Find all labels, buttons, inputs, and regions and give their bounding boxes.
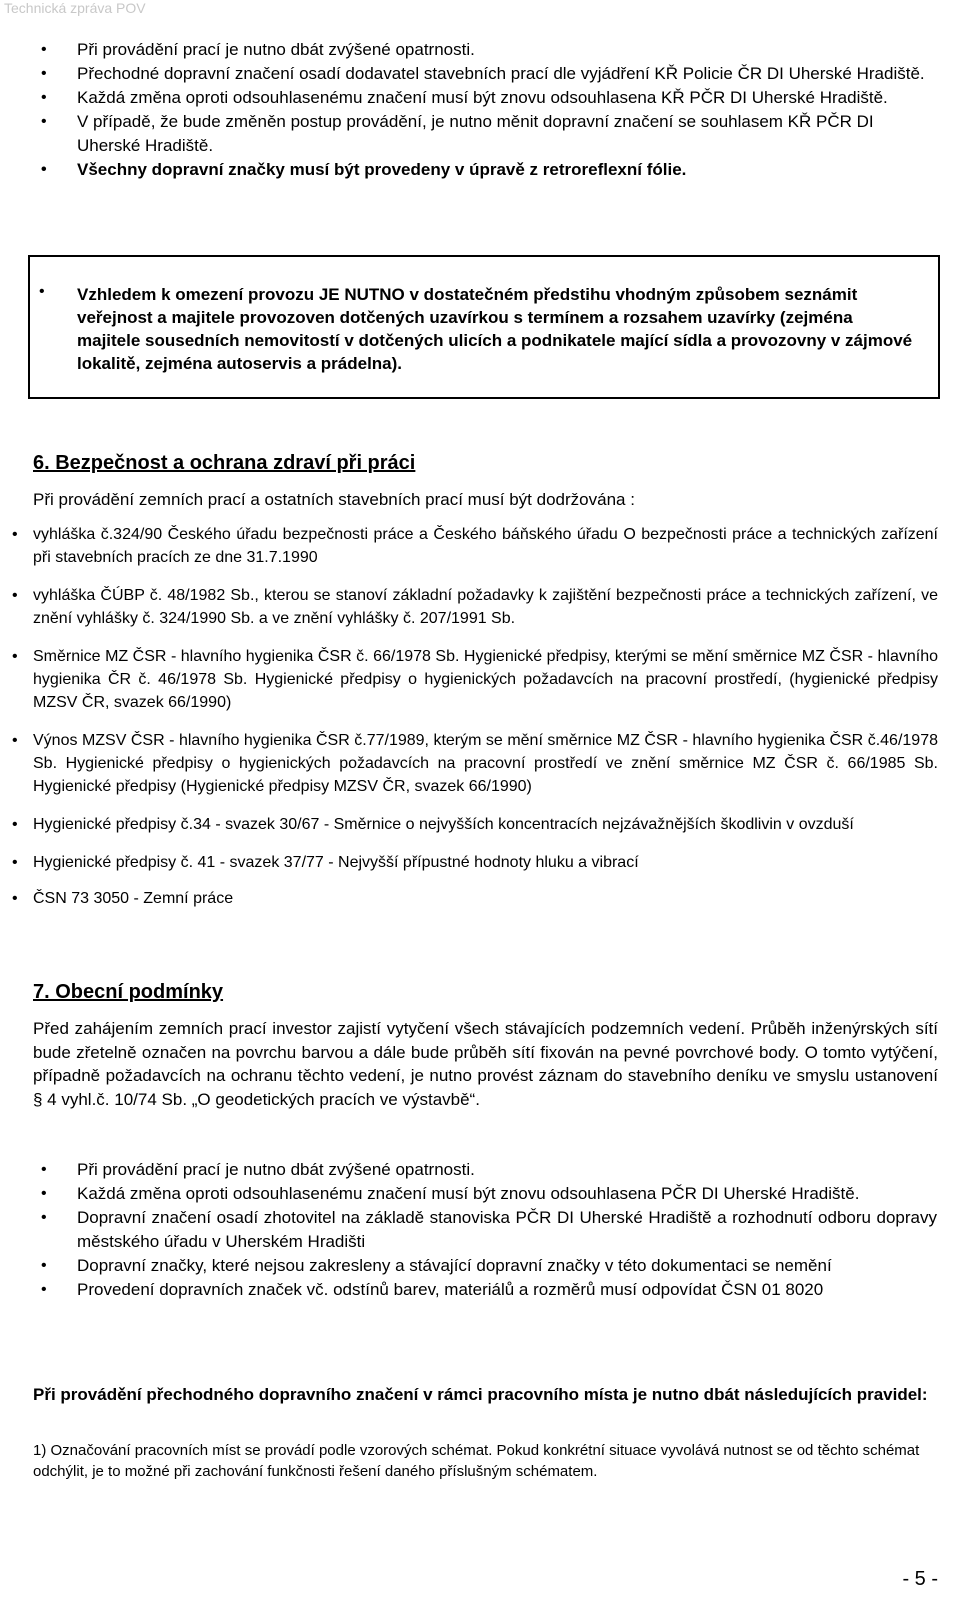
section-6-heading: 6. Bezpečnost a ochrana zdraví při práci (33, 452, 416, 474)
list-item: • V případě, že bude změněn postup provádění, je nutno měnit dopravní značení se souhlasem KŘ PČR DI Uherské Hradiště. (77, 110, 937, 158)
list-item: • Každá změna oproti odsouhlasenému značení musí být znovu odsouhlasena PČR DI Uherské Hradiště. (77, 1182, 937, 1206)
section-7-paragraph: Před zahájením zemních prací investor zajistí vytyčení všech stávajících podzemních vedení. Průběh inženýrských sítí bude zřetelně označen na povrchu barvou a dále bude průběh sítí fixován na pevné povrchové body. O tomto vytýčení, případně požadavcích na ochranu těchto vedení, je nutno provést záznam do stavebního deníku ve smyslu ustanovení § 4 vyhl.č. 10/74 Sb. „O geodetických pracích ve výstavbě“. (33, 1019, 938, 1109)
list-item: • vyhláška ČÚBP č. 48/1982 Sb., kterou se stanoví základní požadavky k zajištění bezpečnosti práce a technických zařízení, ve znění vyhlášky č. 324/1990 Sb. a ve znění vyhlášky č. 207/1991 Sb. (33, 584, 938, 630)
section-6-intro: Při provádění zemních prací a ostatních stavebních prací musí být dodržována : (33, 490, 635, 509)
list-item: • Provedení dopravních značek vč. odstínů barev, materiálů a rozměrů musí odpovídat ČSN 01 8020 (77, 1278, 937, 1302)
rule-1: 1) Označování pracovních míst se provádí podle vzorových schémat. Pokud konkrétní situace vyvolává nutnost se od těchto schémat odchýlit, je to možné při zachování funkčnosti řešení daného příslušným schématem. (33, 1442, 920, 1480)
list-item: • Dopravní značení osadí zhotovitel na základě stanoviska PČR DI Uherské Hradiště a rozhodnutí odboru dopravy městského úřadu v Uherském Hradišti (77, 1206, 937, 1254)
list-item: • Hygienické předpisy č. 41 - svazek 37/77 - Nejvyšší přípustné hodnoty hluku a vibrací (33, 851, 938, 874)
document-header: Technická zpráva POV (4, 0, 146, 16)
list-item: • Dopravní značky, které nejsou zakresleny a stávající dopravní značky v této dokumentaci se nemění (77, 1254, 937, 1278)
traffic-rules-intro: Při provádění přechodného dopravního značení v rámci pracovního místa je nutno dbát následujících pravidel: (33, 1385, 928, 1404)
notice-box (28, 255, 940, 399)
top-bullet-list (77, 38, 937, 182)
bullet-icon: • (39, 283, 45, 300)
page-number: - 5 - (902, 1568, 938, 1590)
conditions-list (77, 1158, 937, 1302)
list-item: • Každá změna oproti odsouhlasenému značení musí být znovu odsouhlasena KŘ PČR DI Uherské Hradiště. (77, 86, 937, 110)
list-item: • Výnos MZSV ČSR - hlavního hygienika ČSR č.77/1989, kterým se mění směrnice MZ ČSR - hlavního hygienika ČSR č.46/1978 Sb. Hygienické předpisy o hygienických požadavcích na pracovní prostředí ve znění směrnice MZ ČSR č. 66/1985 Sb. Hygienické předpisy (Hygienické předpisy MZSV ČR, svazek 66/1990) (33, 729, 938, 798)
list-item: • Směrnice MZ ČSR - hlavního hygienika ČSR č. 66/1978 Sb. Hygienické předpisy, kterými se mění směrnice MZ ČSR - hlavního hygienika ČR č. 46/1978 Sb. Hygienické předpisy o hygienických požadavcích na pracovní prostředí, (hygienické předpisy MZSV ČR, svazek 66/1990) (33, 645, 938, 714)
section-7-heading: 7. Obecní podmínky (33, 981, 224, 1003)
list-item: • vyhláška č.324/90 Českého úřadu bezpečnosti práce a Českého báňského úřadu O bezpečnosti práce a technických zařízení při stavebních pracích ze dne 31.7.1990 (33, 523, 938, 569)
list-item: • Při provádění prací je nutno dbát zvýšené opatrnosti. (77, 1158, 937, 1182)
list-item: • Při provádění prací je nutno dbát zvýšené opatrnosti. (77, 38, 937, 62)
list-item: • Hygienické předpisy č.34 - svazek 30/67 - Směrnice o nejvyšších koncentracích nejzávažnějších škodlivin v ovzduší (33, 813, 938, 836)
regulations-list (33, 523, 938, 910)
list-item: • ČSN 73 3050 - Zemní práce (33, 887, 938, 910)
list-item: • Všechny dopravní značky musí být provedeny v úpravě z retroreflexní fólie. (77, 158, 937, 182)
notice-text: Vzhledem k omezení provozu JE NUTNO v dostatečném předstihu vhodným způsobem seznámit veřejnost a majitele provozoven dotčených uzavírkou s termínem a rozsahem uzavírky (zejména majitele sousedních nemovitostí v dotčených ulicích a podnikatele mající sídla a provozovny v zájmové lokalitě, zejména autoservis a prádelna). (77, 285, 913, 373)
list-item: • Přechodné dopravní značení osadí dodavatel stavebních prací dle vyjádření KŘ Policie ČR DI Uherské Hradiště. (77, 62, 937, 86)
